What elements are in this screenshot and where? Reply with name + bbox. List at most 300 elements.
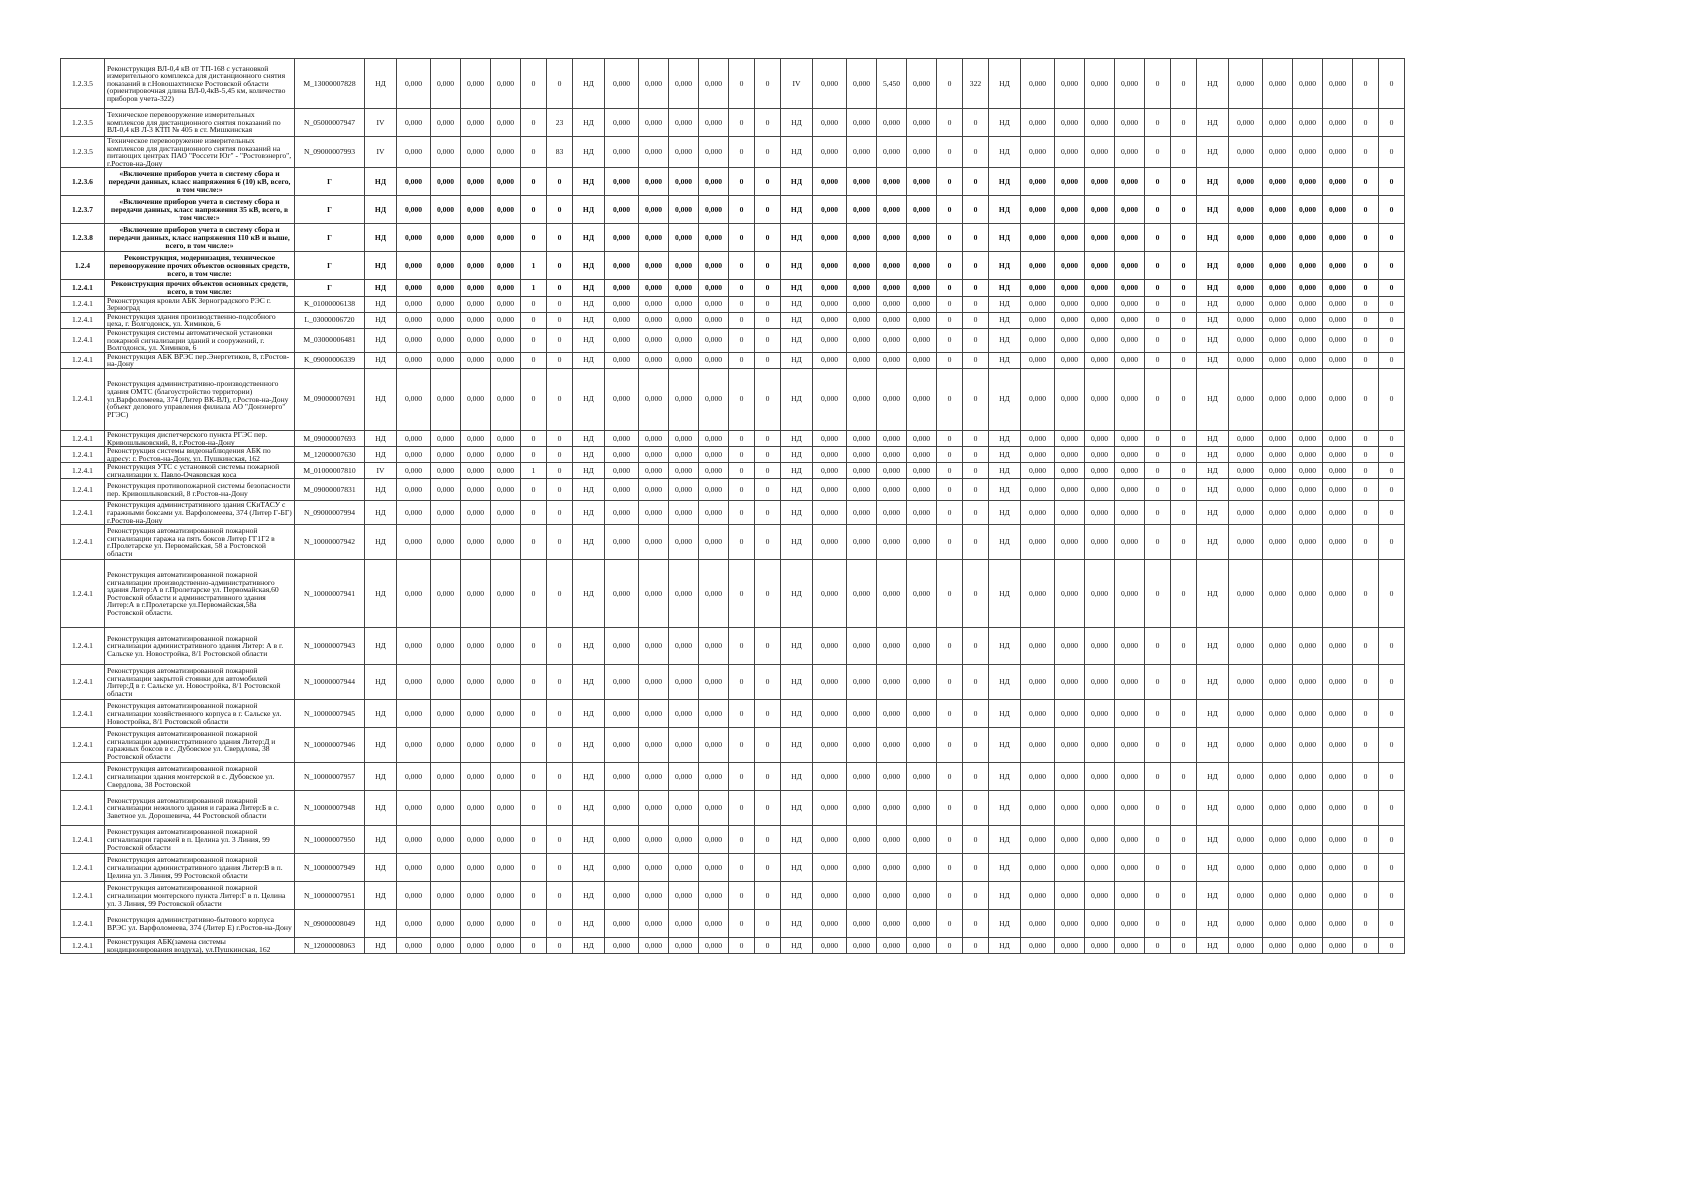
value-cell: 0,000 [669,854,699,882]
value-cell: 0,000 [847,560,877,628]
value-cell: 0 [1145,224,1171,252]
value-cell: 0 [521,791,547,826]
value-cell: 0 [755,854,781,882]
value-cell: 0,000 [813,252,847,280]
value-cell: 0 [937,854,963,882]
value-cell: 0 [1353,791,1379,826]
value-cell: НД [573,296,605,312]
value-cell: НД [1197,854,1229,882]
value-cell: 0,000 [461,665,491,700]
value-cell: 0,000 [1263,447,1293,463]
value-cell: 0 [729,137,755,168]
value-cell: 0,000 [907,501,937,525]
value-cell: 0 [547,479,573,501]
value-cell: НД [1197,447,1229,463]
value-cell: 0,000 [1263,430,1293,446]
value-cell: 0,000 [1323,447,1353,463]
value-cell: 0,000 [877,280,907,296]
value-cell: 0 [755,280,781,296]
project-name-cell: «Включение приборов учета в систему сбора и передачи данных, класс напряжения 6 (10) кВ, всего, в том числе:» [105,168,295,196]
value-cell: НД [573,196,605,224]
value-cell: 0,000 [639,728,669,763]
value-cell: 0,000 [1293,430,1323,446]
row-code-cell: 1.2.4.1 [61,910,105,938]
project-id-cell: N_09000007994 [295,501,365,525]
value-cell: 0,000 [847,447,877,463]
value-cell: НД [365,59,397,109]
value-cell: 0,000 [605,312,639,328]
value-cell: НД [989,938,1021,954]
value-cell: 0,000 [1115,700,1145,728]
value-cell: 0 [1171,252,1197,280]
value-cell: 0,000 [1055,525,1085,560]
value-cell: 0,000 [605,196,639,224]
value-cell: НД [365,312,397,328]
value-cell: 0 [963,938,989,954]
value-cell: 0,000 [431,328,461,352]
row-code-cell: 1.2.4.1 [61,501,105,525]
value-cell: 0,000 [907,560,937,628]
value-cell: 0,000 [1055,137,1085,168]
value-cell: 0 [729,826,755,854]
value-cell: 0,000 [431,296,461,312]
value-cell: 0,000 [907,854,937,882]
value-cell: 0,000 [491,700,521,728]
value-cell: 0 [547,328,573,352]
value-cell: 0,000 [605,854,639,882]
value-cell: 0 [1171,430,1197,446]
value-cell: 0,000 [907,296,937,312]
value-cell: 0,000 [1055,763,1085,791]
value-cell: 0,000 [491,463,521,479]
value-cell: 0,000 [605,763,639,791]
value-cell: 0 [1145,312,1171,328]
value-cell: 0,000 [1323,463,1353,479]
value-cell: 0,000 [877,352,907,368]
value-cell: 0,000 [907,196,937,224]
value-cell: 0 [547,938,573,954]
table-row [61,368,1405,430]
value-cell: 0 [729,296,755,312]
value-cell: 0,000 [907,628,937,665]
value-cell: 0,000 [1055,368,1085,430]
value-cell: 0,000 [1293,137,1323,168]
value-cell: 0,000 [491,280,521,296]
value-cell: 0,000 [431,479,461,501]
value-cell: 0 [1171,328,1197,352]
value-cell: 0,000 [491,430,521,446]
value-cell: 0,000 [847,854,877,882]
value-cell: 0 [963,882,989,910]
value-cell: 0 [937,763,963,791]
value-cell: 83 [547,137,573,168]
value-cell: 0 [1379,168,1405,196]
value-cell: 0,000 [1085,196,1115,224]
value-cell: 0,000 [1021,168,1055,196]
value-cell: 0 [1353,763,1379,791]
value-cell: 0,000 [397,312,431,328]
value-cell: НД [1197,882,1229,910]
value-cell: 0 [547,854,573,882]
row-code-cell: 1.2.4.1 [61,728,105,763]
value-cell: 0,000 [1021,447,1055,463]
value-cell: 0,000 [1229,826,1263,854]
value-cell: 0,000 [639,463,669,479]
value-cell: 0,000 [907,252,937,280]
project-name-cell: Реконструкция АБК ВРЭС пер.Энергетиков, 8, г.Ростов-на-Дону [105,352,295,368]
row-code-cell: 1.2.4.1 [61,791,105,826]
value-cell: 0 [1353,328,1379,352]
value-cell: 0 [755,728,781,763]
value-cell: 0 [1171,463,1197,479]
value-cell: 0,000 [813,728,847,763]
row-code-cell: 1.2.4.1 [61,479,105,501]
value-cell: 0 [1171,910,1197,938]
value-cell: 0,000 [847,665,877,700]
value-cell: НД [989,763,1021,791]
value-cell: 0,000 [1085,826,1115,854]
value-cell: 0,000 [907,137,937,168]
value-cell: 0,000 [813,501,847,525]
value-cell: 0,000 [461,328,491,352]
value-cell: 0 [1171,168,1197,196]
value-cell: 0,000 [847,196,877,224]
value-cell: 0 [547,296,573,312]
value-cell: 0,000 [1055,252,1085,280]
value-cell: 0,000 [491,525,521,560]
value-cell: НД [365,700,397,728]
value-cell: 0,000 [397,280,431,296]
value-cell: 0,000 [491,854,521,882]
value-cell: 0 [963,501,989,525]
value-cell: 0,000 [1085,447,1115,463]
value-cell: 0,000 [813,328,847,352]
value-cell: 0 [1353,560,1379,628]
value-cell: 0,000 [699,501,729,525]
value-cell: 0,000 [639,168,669,196]
value-cell: 0,000 [669,700,699,728]
value-cell: 0 [1171,501,1197,525]
value-cell: НД [365,728,397,763]
row-code-cell: 1.2.4.1 [61,665,105,700]
value-cell: 0,000 [397,479,431,501]
value-cell: 0 [1171,224,1197,252]
value-cell: 0,000 [1055,328,1085,352]
value-cell: 0,000 [699,447,729,463]
value-cell: 0,000 [397,196,431,224]
value-cell: 0,000 [461,910,491,938]
value-cell: 0,000 [1263,280,1293,296]
row-code-cell: 1.2.3.6 [61,168,105,196]
value-cell: 0 [1353,312,1379,328]
value-cell: 0,000 [877,447,907,463]
value-cell: 0,000 [1323,910,1353,938]
value-cell: 0,000 [1085,252,1115,280]
value-cell: НД [365,168,397,196]
value-cell: НД [1197,352,1229,368]
value-cell: 0 [1171,368,1197,430]
value-cell: 0 [1171,352,1197,368]
value-cell: 0,000 [1323,938,1353,954]
project-name-cell: Реконструкция автоматизированной пожарной сигнализации административного здания Литер:Д и гаражных боксов в с. Дубовское ул. Свердлова, 38 Ростовской области [105,728,295,763]
value-cell: 0 [521,430,547,446]
value-cell: 0 [521,728,547,763]
project-name-cell: Реконструкция системы автоматической установки пожарной сигнализации зданий и сооружений, г. Волгодонск, ул. Химиков, 6 [105,328,295,352]
value-cell: 0,000 [1323,137,1353,168]
value-cell: 0,000 [491,368,521,430]
value-cell: НД [1197,280,1229,296]
value-cell: НД [573,137,605,168]
value-cell: 0,000 [877,252,907,280]
value-cell: 0,000 [1085,938,1115,954]
value-cell: 0,000 [877,137,907,168]
value-cell: НД [781,763,813,791]
value-cell: 0,000 [1323,763,1353,791]
value-cell: 0,000 [1293,700,1323,728]
value-cell: 0 [547,910,573,938]
value-cell: 0,000 [639,700,669,728]
value-cell: 0,000 [1115,938,1145,954]
value-cell: 0,000 [605,168,639,196]
value-cell: 0,000 [605,252,639,280]
value-cell: 0 [729,479,755,501]
value-cell: НД [1197,137,1229,168]
value-cell: 0,000 [1085,137,1115,168]
value-cell: 0,000 [397,109,431,137]
value-cell: 0,000 [813,938,847,954]
value-cell: 0,000 [669,763,699,791]
value-cell: 0,000 [877,938,907,954]
value-cell: 0 [755,479,781,501]
value-cell: НД [989,196,1021,224]
value-cell: 0,000 [1293,463,1323,479]
value-cell: НД [573,280,605,296]
value-cell: 0 [755,168,781,196]
value-cell: 0,000 [1293,280,1323,296]
value-cell: 0 [1353,826,1379,854]
value-cell: 0 [729,910,755,938]
value-cell: 0,000 [699,665,729,700]
value-cell: 0,000 [877,224,907,252]
value-cell: 0,000 [461,224,491,252]
value-cell: НД [989,910,1021,938]
value-cell: 0,000 [877,560,907,628]
value-cell: 0,000 [1021,430,1055,446]
value-cell: 0,000 [669,224,699,252]
value-cell: 0,000 [461,463,491,479]
value-cell: 0,000 [397,328,431,352]
value-cell: НД [781,791,813,826]
value-cell: НД [989,791,1021,826]
value-cell: 0,000 [877,628,907,665]
value-cell: 0,000 [1229,252,1263,280]
value-cell: 0,000 [1085,854,1115,882]
value-cell: НД [1197,763,1229,791]
value-cell: 0 [937,501,963,525]
value-cell: 0 [1353,430,1379,446]
value-cell: 0,000 [699,296,729,312]
value-cell: НД [573,938,605,954]
value-cell: 0,000 [847,224,877,252]
value-cell: 0 [1379,328,1405,352]
value-cell: 0,000 [1021,938,1055,954]
value-cell: 0,000 [431,910,461,938]
value-cell: 0,000 [699,224,729,252]
value-cell: НД [781,479,813,501]
value-cell: 0,000 [639,312,669,328]
value-cell: 0 [521,665,547,700]
value-cell: НД [989,479,1021,501]
value-cell: 0,000 [1021,252,1055,280]
value-cell: 0,000 [431,854,461,882]
value-cell: 0,000 [1085,479,1115,501]
value-cell: 0,000 [491,501,521,525]
value-cell: 0,000 [1323,280,1353,296]
value-cell: 0 [1145,463,1171,479]
value-cell: 0,000 [1115,560,1145,628]
value-cell: НД [1197,368,1229,430]
table-row [61,296,1405,312]
value-cell: 0,000 [1229,224,1263,252]
value-cell: 0,000 [605,430,639,446]
row-code-cell: 1.2.3.5 [61,137,105,168]
table-row [61,854,1405,882]
value-cell: 0 [963,252,989,280]
value-cell: 0,000 [847,700,877,728]
value-cell: 0,000 [1229,59,1263,109]
value-cell: 0,000 [1085,430,1115,446]
value-cell: 0,000 [1263,224,1293,252]
value-cell: 0,000 [1263,109,1293,137]
value-cell: НД [781,168,813,196]
value-cell: 0,000 [1229,763,1263,791]
value-cell: 0 [1145,352,1171,368]
value-cell: 0 [1171,882,1197,910]
value-cell: 0,000 [1021,352,1055,368]
value-cell: 0,000 [461,137,491,168]
value-cell: 0 [1145,665,1171,700]
table-row [61,763,1405,791]
value-cell: 0,000 [431,312,461,328]
value-cell: 0,000 [877,430,907,446]
value-cell: 0 [1171,763,1197,791]
value-cell: 0 [755,560,781,628]
value-cell: 0 [963,328,989,352]
value-cell: НД [365,665,397,700]
value-cell: НД [365,430,397,446]
value-cell: 0,000 [1293,826,1323,854]
value-cell: 0,000 [1085,763,1115,791]
value-cell: 0,000 [813,137,847,168]
value-cell: НД [365,910,397,938]
value-cell: 0 [1145,938,1171,954]
value-cell: 0,000 [1229,560,1263,628]
value-cell: 0,000 [1323,196,1353,224]
value-cell: 0,000 [1263,352,1293,368]
value-cell: 0,000 [847,59,877,109]
value-cell: 0 [937,196,963,224]
value-cell: 0 [729,463,755,479]
value-cell: 0,000 [669,352,699,368]
value-cell: 0 [547,59,573,109]
value-cell: 0 [729,763,755,791]
value-cell: 0 [1379,700,1405,728]
project-id-cell: M_01000007810 [295,463,365,479]
table-row [61,910,1405,938]
value-cell: 0,000 [847,501,877,525]
value-cell: НД [573,352,605,368]
value-cell: 0,000 [1055,854,1085,882]
value-cell: 0,000 [1085,59,1115,109]
project-id-cell: M_09000007831 [295,479,365,501]
value-cell: 0,000 [1263,463,1293,479]
value-cell: 0,000 [461,501,491,525]
value-cell: 0,000 [1229,109,1263,137]
value-cell: 0,000 [813,791,847,826]
value-cell: 0 [521,352,547,368]
value-cell: 0,000 [1323,854,1353,882]
value-cell: 0,000 [907,59,937,109]
value-cell: 0,000 [699,791,729,826]
row-code-cell: 1.2.3.5 [61,59,105,109]
value-cell: 0,000 [1293,296,1323,312]
value-cell: 0,000 [397,252,431,280]
value-cell: 0,000 [1021,665,1055,700]
value-cell: НД [365,352,397,368]
value-cell: 0,000 [1263,59,1293,109]
value-cell: 0,000 [639,628,669,665]
value-cell: 0,000 [1293,501,1323,525]
value-cell: 0,000 [1263,665,1293,700]
value-cell: 0 [963,312,989,328]
value-cell: 0,000 [639,368,669,430]
value-cell: 0,000 [907,938,937,954]
value-cell: 0 [755,525,781,560]
value-cell: 0,000 [847,328,877,352]
value-cell: 0 [1353,628,1379,665]
value-cell: 0 [521,560,547,628]
value-cell: 0 [547,368,573,430]
value-cell: НД [365,479,397,501]
value-cell: НД [573,910,605,938]
value-cell: 0 [1145,854,1171,882]
value-cell: 0,000 [699,430,729,446]
value-cell: 0 [1145,368,1171,430]
value-cell: 0,000 [1021,628,1055,665]
value-cell: 0 [1379,224,1405,252]
value-cell: 0,000 [605,501,639,525]
value-cell: 0 [521,910,547,938]
value-cell: 0,000 [491,728,521,763]
value-cell: 0,000 [491,882,521,910]
value-cell: 0 [963,665,989,700]
value-cell: НД [781,312,813,328]
value-cell: 0,000 [847,252,877,280]
value-cell: 0,000 [1021,910,1055,938]
value-cell: 0 [1145,137,1171,168]
value-cell: 0 [729,352,755,368]
value-cell: 0,000 [669,665,699,700]
value-cell: 0,000 [639,196,669,224]
value-cell: 0 [963,168,989,196]
value-cell: 0,000 [813,224,847,252]
value-cell: 0 [1353,700,1379,728]
value-cell: НД [573,168,605,196]
value-cell: 0,000 [397,463,431,479]
value-cell: 0 [1145,328,1171,352]
value-cell: 0,000 [1021,728,1055,763]
value-cell: НД [365,368,397,430]
